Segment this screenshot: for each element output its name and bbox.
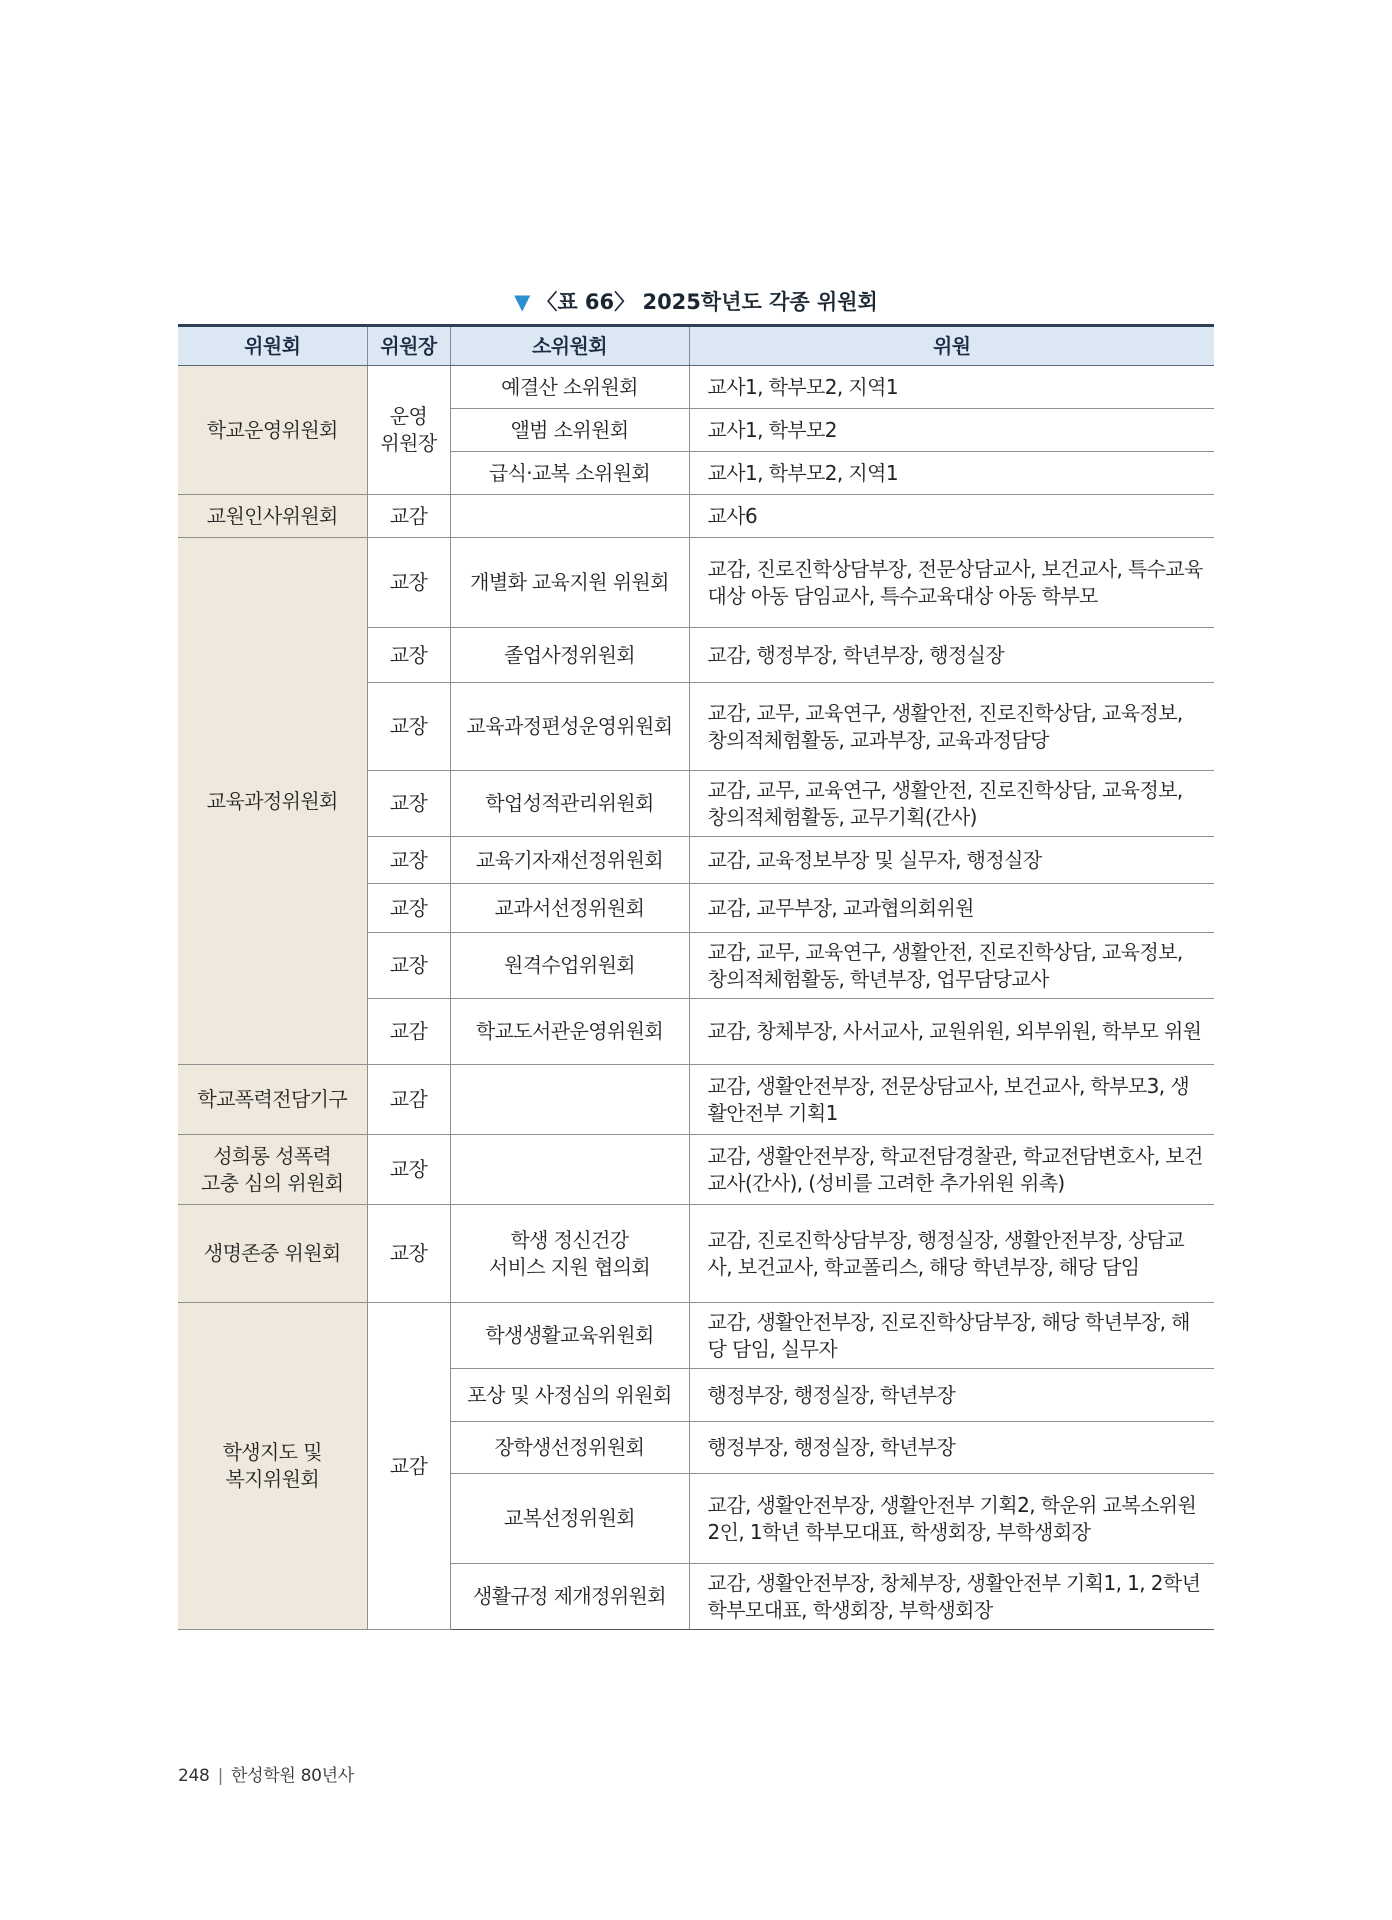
- chair-cell: 교장: [367, 1205, 450, 1303]
- subcommittee-cell: 장학생선정위원회: [450, 1422, 689, 1474]
- subcommittee-cell: 예결산 소위원회: [450, 366, 689, 409]
- members-cell: 교감, 교무부장, 교과협의회위원: [689, 884, 1214, 933]
- subcommittee-cell: 교과서선정위원회: [450, 884, 689, 933]
- chair-cell: 교감: [367, 1303, 450, 1630]
- subcommittee-cell: [450, 1205, 689, 1303]
- members-cell: 교감, 생활안전부장, 창체부장, 생활안전부 기획1, 1, 2학년 학부모대표, 학생회장, 부학생회장: [689, 1564, 1214, 1630]
- table-row: [178, 366, 1214, 409]
- table-row: [178, 1205, 1214, 1303]
- chair-cell: 교장: [367, 933, 450, 999]
- caption-title: 〈표 66〉 2025학년도 각종 위원회: [536, 290, 878, 314]
- committee-cell: 학교운영위원회: [178, 366, 367, 495]
- committee-cell: 교원인사위원회: [178, 495, 367, 538]
- header-committee: 위원회: [178, 326, 367, 366]
- chair-cell: 교장: [367, 837, 450, 884]
- chair-cell: 교장: [367, 538, 450, 628]
- subcommittee-cell: 학업성적관리위원회: [450, 771, 689, 837]
- page-number: 248: [178, 1766, 210, 1786]
- chair-cell: 교장: [367, 683, 450, 771]
- subcommittee-cell: 학생생활교육위원회: [450, 1303, 689, 1369]
- members-cell: 교감, 생활안전부장, 진로진학상담부장, 해당 학년부장, 해당 담임, 실무자: [689, 1303, 1214, 1369]
- page-footer: [178, 1761, 354, 1786]
- chair-line: 위원장: [380, 431, 437, 455]
- committee-cell: [178, 1303, 367, 1630]
- members-cell: 교감, 진로진학상담부장, 전문상담교사, 보건교사, 특수교육대상 아동 담임교사, 특수교육대상 아동 학부모: [689, 538, 1214, 628]
- chair-cell: 교감: [367, 495, 450, 538]
- table-header-row: [178, 326, 1214, 366]
- committee-table: [178, 324, 1214, 1630]
- committee-cell: 생명존중 위원회: [178, 1205, 367, 1303]
- members-cell: 교감, 교무, 교육연구, 생활안전, 진로진학상담, 교육정보, 창의적체험활동, 학년부장, 업무담당교사: [689, 933, 1214, 999]
- subcommittee-cell: 포상 및 사정심의 위원회: [450, 1369, 689, 1422]
- chair-cell: 교감: [367, 1065, 450, 1135]
- subcommittee-cell: 교복선정위원회: [450, 1474, 689, 1564]
- subcommittee-cell: 앨범 소위원회: [450, 409, 689, 452]
- subcommittee-cell: [450, 495, 689, 538]
- subcommittee-line: 학생 정신건강: [510, 1227, 629, 1252]
- members-cell: 교사6: [689, 495, 1214, 538]
- subcommittee-cell: 교육과정편성운영위원회: [450, 683, 689, 771]
- book-title: 한성학원 80년사: [231, 1766, 354, 1786]
- committee-cell: 학교폭력전담기구: [178, 1065, 367, 1135]
- members-cell: 교감, 생활안전부장, 생활안전부 기획2, 학운위 교복소위원 2인, 1학년 학부모대표, 학생회장, 부학생회장: [689, 1474, 1214, 1564]
- members-cell: 교감, 행정부장, 학년부장, 행정실장: [689, 628, 1214, 683]
- chair-cell: 교장: [367, 1135, 450, 1205]
- subcommittee-cell: 생활규정 제개정위원회: [450, 1564, 689, 1630]
- members-cell: 행정부장, 행정실장, 학년부장: [689, 1422, 1214, 1474]
- subcommittee-cell: 원격수업위원회: [450, 933, 689, 999]
- members-cell: 교사1, 학부모2, 지역1: [689, 452, 1214, 495]
- committee-line: 학생지도 및: [222, 1440, 322, 1464]
- chair-cell: 교감: [367, 999, 450, 1065]
- members-cell: 교감, 교무, 교육연구, 생활안전, 진로진학상담, 교육정보, 창의적체험활동, 교무기획(간사): [689, 771, 1214, 837]
- subcommittee-cell: 졸업사정위원회: [450, 628, 689, 683]
- committee-cell: 교육과정위원회: [178, 538, 367, 1065]
- chair-line: 운영: [389, 404, 428, 428]
- members-cell: 교감, 생활안전부장, 학교전담경찰관, 학교전담변호사, 보건교사(간사), (성비를 고려한 추가위원 위촉): [689, 1135, 1214, 1205]
- members-cell: 교감, 교무, 교육연구, 생활안전, 진로진학상담, 교육정보, 창의적체험활동, 교과부장, 교육과정담당: [689, 683, 1214, 771]
- header-subcommittee: 소위원회: [450, 326, 689, 366]
- members-cell: 교감, 교육정보부장 및 실무자, 행정실장: [689, 837, 1214, 884]
- subcommittee-cell: 학교도서관운영위원회: [450, 999, 689, 1065]
- committee-cell: [178, 1135, 367, 1205]
- chair-cell: 교장: [367, 628, 450, 683]
- members-cell: 교감, 창체부장, 사서교사, 교원위원, 외부위원, 학부모 위원: [689, 999, 1214, 1065]
- subcommittee-cell: [450, 1135, 689, 1205]
- subcommittee-cell: 교육기자재선정위원회: [450, 837, 689, 884]
- members-cell: 교사1, 학부모2, 지역1: [689, 366, 1214, 409]
- subcommittee-cell: 개별화 교육지원 위원회: [450, 538, 689, 628]
- table-row: [178, 1065, 1214, 1135]
- subcommittee-cell: 급식·교복 소위원회: [450, 452, 689, 495]
- table-caption: [178, 286, 1214, 316]
- triangle-down-icon: ▼: [514, 290, 531, 314]
- members-cell: 교감, 진로진학상담부장, 행정실장, 생활안전부장, 상담교사, 보건교사, 학교폴리스, 해당 학년부장, 해당 담임: [689, 1205, 1214, 1303]
- table-row: [178, 495, 1214, 538]
- chair-cell: 교장: [367, 771, 450, 837]
- committee-line: 고충 심의 위원회: [200, 1170, 344, 1195]
- subcommittee-cell: [450, 1065, 689, 1135]
- committee-line: 성희롱 성폭력: [213, 1143, 332, 1168]
- table-row: [178, 1135, 1214, 1205]
- header-chair: 위원장: [367, 326, 450, 366]
- table-row: [178, 538, 1214, 628]
- header-members: 위원: [689, 326, 1214, 366]
- chair-cell: 교장: [367, 884, 450, 933]
- members-cell: 교감, 생활안전부장, 전문상담교사, 보건교사, 학부모3, 생활안전부 기획1: [689, 1065, 1214, 1135]
- chair-cell: [367, 366, 450, 495]
- members-cell: 교사1, 학부모2: [689, 409, 1214, 452]
- table-row: [178, 1303, 1214, 1369]
- committee-line: 복지위원회: [225, 1467, 320, 1491]
- members-cell: 행정부장, 행정실장, 학년부장: [689, 1369, 1214, 1422]
- subcommittee-line: 서비스 지원 협의회: [488, 1254, 651, 1279]
- footer-separator: |: [217, 1766, 223, 1786]
